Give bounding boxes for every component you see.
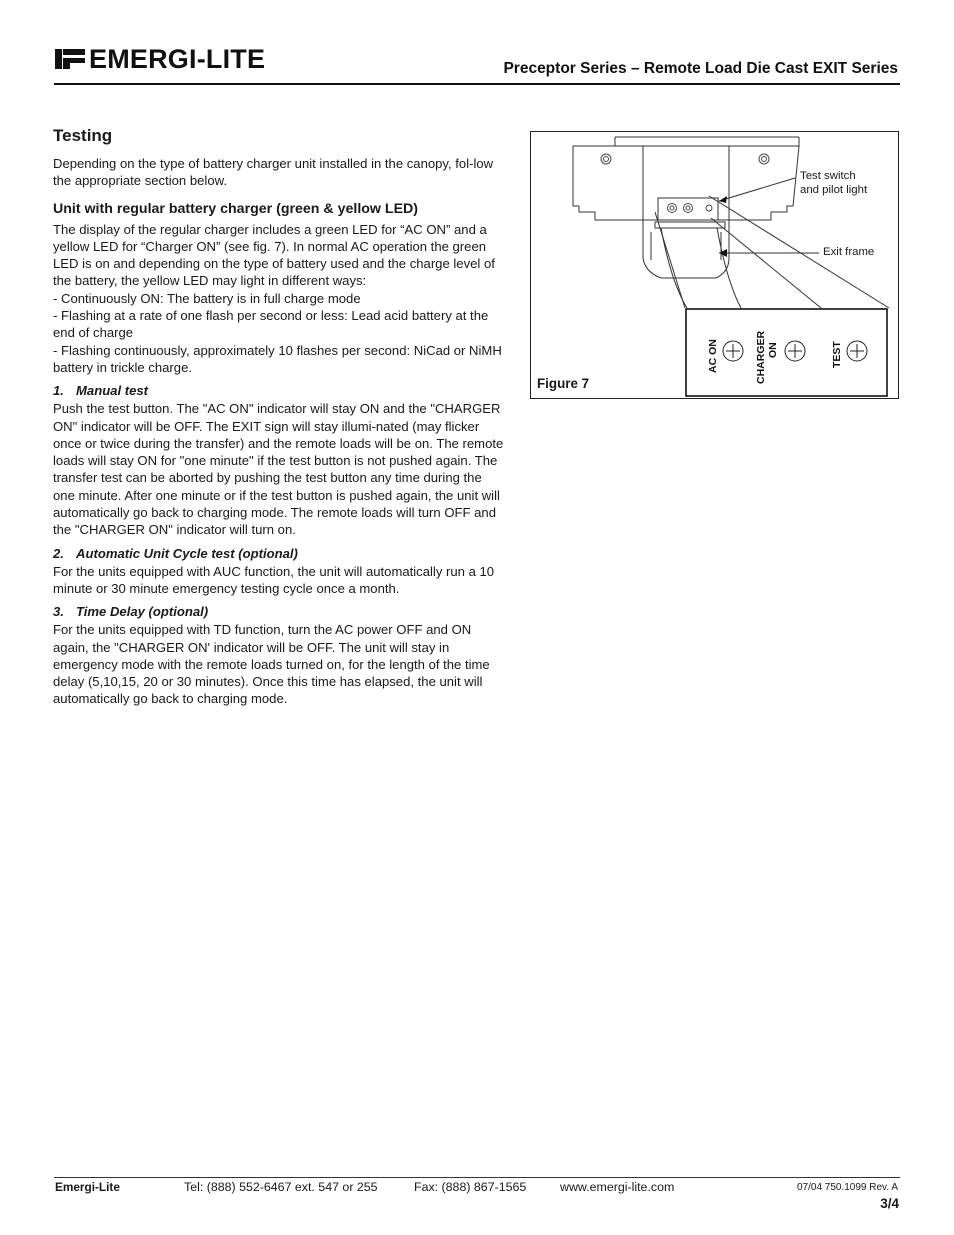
panel-label-test: TEST bbox=[831, 341, 843, 368]
test-heading-auc bbox=[53, 545, 505, 562]
test-number: 1. bbox=[53, 383, 64, 399]
callout-test-line2: and pilot light bbox=[800, 184, 868, 196]
emergi-lite-logo-icon bbox=[55, 46, 85, 72]
callout-test-switch bbox=[800, 169, 867, 197]
subsection-title: Unit with regular battery charger (green & yellow LED) bbox=[53, 200, 419, 217]
led-mode-item: - Flashing continuously, approximately 10 flashes per second: NiCad or NiMH battery in trickle charge. bbox=[53, 342, 502, 375]
figure-caption: Figure 7 bbox=[537, 376, 590, 391]
charger-description: The display of the regular charger includes a green LED for “AC ON” and a yellow LED for “Charger ON” (see fig. 7). In normal AC operation the green LED is on and depending on the type of battery used and the charge level of the battery, the yellow LED may light in different ways: bbox=[53, 221, 495, 289]
footer-brand: Emergi-Lite bbox=[55, 1180, 120, 1194]
section-title: Testing bbox=[53, 126, 113, 145]
test-title: Manual test bbox=[76, 383, 149, 399]
footer-divider bbox=[54, 1177, 900, 1178]
testing-section bbox=[53, 126, 505, 708]
test-number: 2. bbox=[53, 545, 64, 561]
test-heading-manual bbox=[53, 382, 505, 399]
test-title: Time Delay (optional) bbox=[76, 604, 209, 620]
series-title: Preceptor Series – Remote Load Die Cast EXIT Series bbox=[503, 60, 898, 77]
test-body-auc: For the units equipped with AUC function, the unit will automatically run a 10 minute or 30 minute emergency testing cycle once a month. bbox=[53, 563, 495, 596]
section-intro: Depending on the type of battery charger unit installed in the canopy, fol-low the appropriate section below. bbox=[53, 156, 494, 189]
page-number: 3/4 bbox=[880, 1196, 899, 1211]
test-body-time-delay: For the units equipped with TD function, turn the AC power OFF and ON again, the "CHARGER ON' indicator will be OFF. The unit will stay in emergency mode with the remote loads turned on, for the length of the time delay (5,10,15, 20 or 30 minutes). Once this time has elapsed, the unit will automatically go back to charging mode. bbox=[53, 622, 490, 707]
panel-label-charger: CHARGER bbox=[755, 330, 767, 384]
test-body-manual: Push the test button. The "AC ON" indicator will stay ON and the "CHARGER ON" indicator will be OFF. The EXIT sign will stay illumi-nated (may flicker once or twice during the transfer) and the remote loads will be on. The remote loads will stay ON for "one minute" if the test button is not pushed again. The transfer test can be aborted by pushing the test button any time during the one minute. After one minute or if the test button is pushed again, the unit will automatically go back to charging mode. The remote loads will turn OFF and the "CHARGER ON" indicator will turn on. bbox=[53, 401, 504, 538]
test-heading-time-delay bbox=[53, 603, 505, 620]
test-title: Automatic Unit Cycle test (optional) bbox=[76, 545, 298, 561]
footer-phone: Tel: (888) 552-6467 ext. 547 or 255 bbox=[184, 1180, 378, 1194]
led-mode-item: - Continuously ON: The battery is in full charge mode bbox=[53, 290, 361, 306]
brand-logo bbox=[55, 44, 265, 74]
panel-label-charger-on: ON bbox=[767, 342, 779, 358]
header-divider bbox=[54, 83, 900, 85]
footer-website: www.emergi-lite.com bbox=[560, 1180, 675, 1194]
led-mode-item: - Flashing at a rate of one flash per second or less: Lead acid battery at the end of charge bbox=[53, 308, 489, 341]
callout-exit-frame: Exit frame bbox=[823, 246, 875, 258]
callout-test-line1: Test switch bbox=[800, 170, 856, 182]
footer-fax: Fax: (888) 867-1565 bbox=[414, 1180, 527, 1194]
panel-label-ac-on: AC ON bbox=[707, 339, 719, 373]
figure-7 bbox=[530, 131, 899, 399]
test-number: 3. bbox=[53, 604, 64, 620]
footer-revision: 07/04 750.1099 Rev. A bbox=[796, 1182, 898, 1193]
brand-name: EMERGI-LITE bbox=[89, 43, 266, 74]
